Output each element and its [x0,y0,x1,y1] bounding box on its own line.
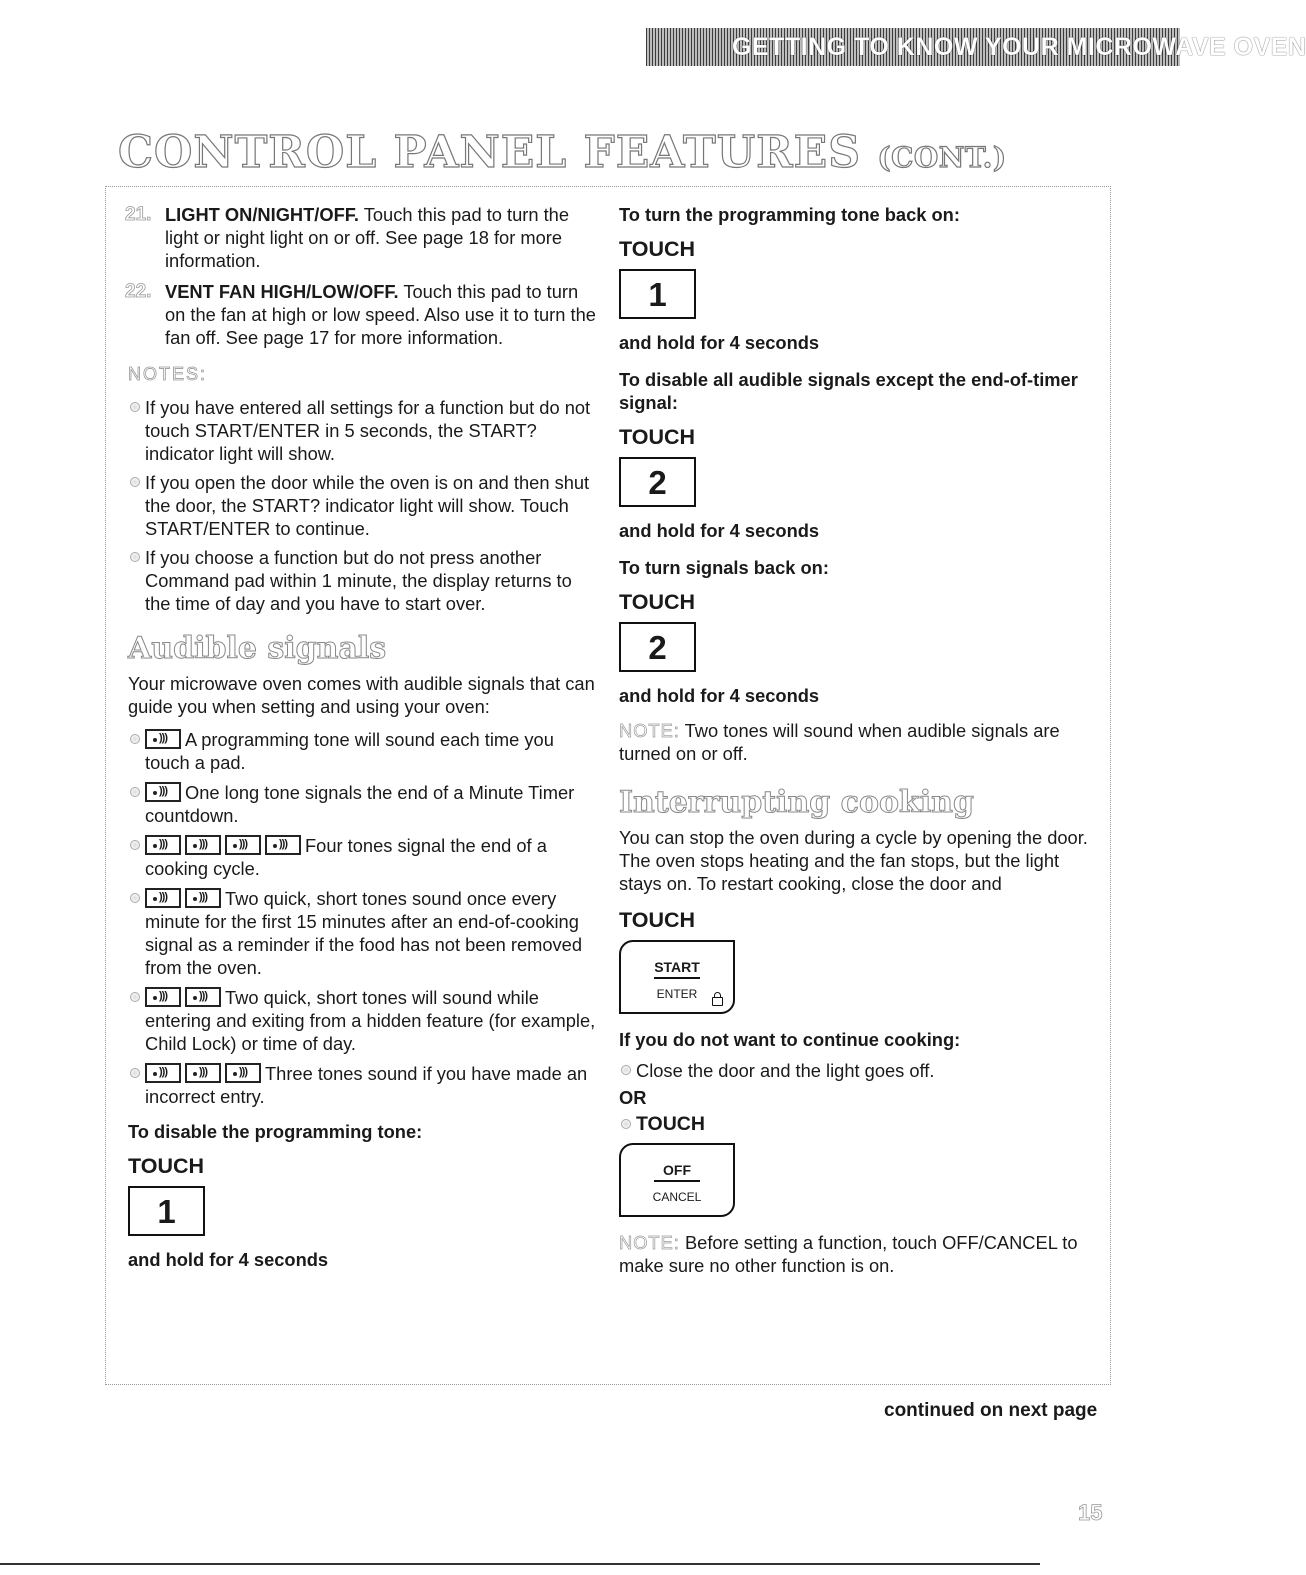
right-column [619,203,1093,1277]
not-continue-heading: If you do not want to continue cooking: [619,1029,961,1050]
bullet-icon [130,552,140,562]
bullet-icon [130,787,140,797]
off-cancel-button [619,1143,735,1217]
tone-icon [145,835,181,855]
continued-note: continued on next page [884,1400,1098,1421]
tone-icon [185,835,221,855]
bullet-icon [130,734,140,744]
tone-icon [185,987,221,1007]
touch-label: TOUCH [636,1113,705,1135]
close-door-text: Close the door and the light goes off. [636,1060,935,1081]
key-divider [654,1180,700,1182]
notes-heading: NOTES: [128,364,208,384]
touch-label: TOUCH [619,590,696,614]
keypad-2-button: 2 [619,622,696,672]
signal-text: A programming tone will sound each time you touch a pad. [145,729,554,773]
lock-icon [712,997,723,1006]
tone-icon [145,729,181,749]
or-label: OR [619,1087,647,1108]
signal-item [128,887,596,979]
tone-icon [185,888,221,908]
start-label: START [654,959,700,975]
bullet-icon [130,402,140,412]
signal-text: Two quick, short tones sound once every minute for the first 15 minutes after an end-of-cooking signal as a reminder if the food has not been removed from the oven. [145,888,582,978]
disable-programming-heading: To disable the programming tone: [128,1121,423,1142]
feature-text: Touch this pad to turn the light or night light on or off. See page 18 for more information. [165,204,570,271]
hold-instruction: and hold for 4 seconds [128,1249,329,1270]
signal-text: One long tone signals the end of a Minute Timer countdown. [145,782,575,826]
touch-label: TOUCH [619,425,696,449]
bullet-icon [130,893,140,903]
touch-label: TOUCH [128,1154,205,1178]
page-title-main: CONTROL PANEL FEATURES [118,127,861,178]
programming-back-on-heading: To turn the programming tone back on: [619,204,960,225]
note-text: If you open the door while the oven is on and then shut the door, the START? indicator light will show. Touch START/ENTER to continue. [145,472,590,539]
note-item [128,546,596,615]
disable-all-heading: To disable all audible signals except the end-of-timer signal: [619,369,1078,413]
feature-number: 21. [125,204,152,225]
bottom-rule [0,1563,1040,1565]
page-number: 15 [1078,1500,1103,1525]
tone-icon [145,782,181,802]
page-title [118,127,1007,178]
page-title-sub: (CONT.) [877,141,1007,174]
keypad-1-button: 1 [619,269,696,319]
hold-instruction: and hold for 4 seconds [619,685,820,706]
signal-item [128,834,596,880]
bullet-icon [621,1119,631,1129]
interrupting-cooking-heading: Interrupting cooking [619,785,974,820]
signal-item [128,728,596,774]
tone-icon [225,1063,261,1083]
feature-heading: VENT FAN HIGH/LOW/OFF. [165,281,399,302]
touch-item [619,1113,1093,1136]
hold-instruction: and hold for 4 seconds [619,520,820,541]
cancel-note [619,1231,1093,1277]
tone-icon [145,987,181,1007]
bullet-icon [130,1068,140,1078]
signal-item [128,1062,596,1108]
bullet-icon [621,1065,631,1075]
section-banner [646,28,1306,66]
tone-icon [145,1063,181,1083]
bullet-icon [130,840,140,850]
tone-icon [145,888,181,908]
hold-instruction: and hold for 4 seconds [619,332,820,353]
cancel-label: CANCEL [652,1190,702,1204]
enter-label: ENTER [656,987,698,1001]
signal-text: Two quick, short tones will sound while entering and exiting from a hidden feature (for example, Child Lock) or time of day. [145,987,596,1054]
bullet-icon [130,992,140,1002]
note-text: Before setting a function, touch OFF/CANCEL to make sure no other function is on. [619,1232,1078,1276]
audible-intro: Your microwave oven comes with audible signals that can guide you when setting and using your oven: [128,673,595,717]
touch-label: TOUCH [619,908,696,932]
feature-text: Touch this pad to turn on the fan at high or low speed. Also use it to turn the fan off. See page 17 for more information. [165,281,596,348]
signal-item [128,781,596,827]
signals-back-on-heading: To turn signals back on: [619,557,829,578]
touch-label: TOUCH [619,237,696,261]
signal-text: Three tones sound if you have made an incorrect entry. [145,1063,588,1107]
note-item [128,396,596,465]
feature-item-21 [125,203,596,272]
bullet-icon [130,477,140,487]
left-column [125,203,596,1279]
feature-number: 22. [125,281,152,302]
start-enter-button [619,940,735,1014]
feature-item-22 [125,280,596,349]
note-label: NOTE: [619,1232,680,1253]
note-text: If you choose a function but do not press another Command pad within 1 minute, the display returns to the time of day and you have to start over. [145,547,572,614]
close-door-item [619,1059,1093,1082]
feature-heading: LIGHT ON/NIGHT/OFF. [165,204,359,225]
signal-item [128,986,596,1055]
off-label: OFF [663,1162,691,1178]
keypad-1-button: 1 [128,1186,205,1236]
audible-signals-heading: Audible signals [128,631,387,666]
note-label: NOTE: [619,720,680,741]
keypad-2-button: 2 [619,457,696,507]
note-text: Two tones will sound when audible signals are turned on or off. [619,720,1060,764]
interrupting-text: You can stop the oven during a cycle by opening the door. The oven stops heating and the fan stops, but the light stays on. To restart cooking, close the door and [619,827,1088,894]
key-divider [654,977,700,979]
note-item [128,471,596,540]
tones-note [619,719,1093,765]
tone-icon [265,835,301,855]
signal-text: Four tones signal the end of a cooking cycle. [145,835,547,879]
tone-icon [225,835,261,855]
section-banner-text: GETTING TO KNOW YOUR MICROWAVE OVEN [732,32,1306,61]
tone-icon [185,1063,221,1083]
note-text: If you have entered all settings for a function but do not touch START/ENTER in 5 seconds, the START? indicator light will show. [145,397,591,464]
